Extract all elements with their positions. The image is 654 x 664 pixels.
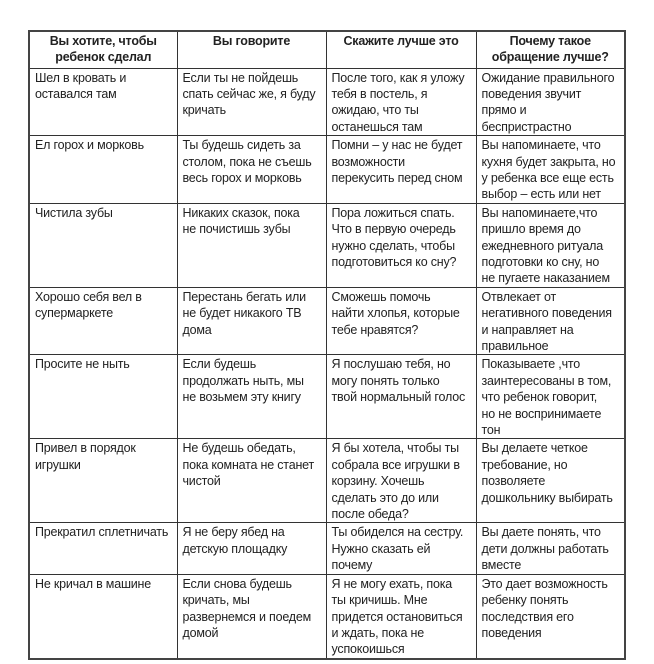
cell-say-better: После того, как я уложу тебя в постель, я ожидаю, что ты останешься там — [326, 68, 476, 136]
cell-say-better: Я послушаю тебя, но могу понять только твой нормальный голос — [326, 355, 476, 439]
cell-want: Шел в кровать и оставался там — [29, 68, 177, 136]
cell-you-say: Я не беру ябед на детскую площадку — [177, 523, 326, 574]
cell-say-better: Сможешь помочь найти хлопья, которые тебе нравятся? — [326, 287, 476, 355]
cell-say-better: Я бы хотела, чтобы ты собрала все игрушки в корзину. Хочешь сделать это до или после обеда? — [326, 439, 476, 523]
table-row — [29, 523, 625, 574]
header-row — [29, 31, 625, 68]
header-you-say: Вы говорите — [177, 31, 326, 68]
cell-want: Не кричал в машине — [29, 574, 177, 659]
cell-why-better: Отвлекает от негативного поведения и направляет на правильное — [476, 287, 625, 355]
table-row — [29, 574, 625, 659]
cell-want: Привел в порядок игрушки — [29, 439, 177, 523]
cell-why-better: Вы делаете четкое требование, но позволяете дошкольнику выбирать — [476, 439, 625, 523]
cell-you-say: Если снова будешь кричать, мы развернемся и поедем домой — [177, 574, 326, 659]
cell-you-say: Перестань бегать или не будет никакого ТВ дома — [177, 287, 326, 355]
cell-why-better: Вы даете понять, что дети должны работать вместе — [476, 523, 625, 574]
cell-why-better: Ожидание правильного поведения звучит прямо и беспристрастно — [476, 68, 625, 136]
table-row — [29, 355, 625, 439]
table-row — [29, 439, 625, 523]
cell-say-better: Я не могу ехать, пока ты кричишь. Мне придется остановиться и ждать, пока не успокоишься — [326, 574, 476, 659]
header-want: Вы хотите, чтобы ребенок сделал — [29, 31, 177, 68]
cell-say-better: Ты обиделся на сестру. Нужно сказать ей почему — [326, 523, 476, 574]
cell-you-say: Никаких сказок, пока не почистишь зубы — [177, 203, 326, 287]
advice-table — [28, 30, 626, 660]
cell-want: Ел горох и морковь — [29, 136, 177, 204]
cell-you-say: Не будешь обедать, пока комната не станет чистой — [177, 439, 326, 523]
cell-you-say: Если будешь продолжать ныть, мы не возьмем эту книгу — [177, 355, 326, 439]
table-row — [29, 287, 625, 355]
cell-say-better: Помни – у нас не будет возможности перекусить перед сном — [326, 136, 476, 204]
cell-want: Чистила зубы — [29, 203, 177, 287]
cell-why-better: Это дает возможность ребенку понять последствия его поведения — [476, 574, 625, 659]
cell-why-better: Вы напоминаете, что кухня будет закрыта, но у ребенка все еще есть выбор – есть или нет — [476, 136, 625, 204]
cell-want: Прекратил сплетничать — [29, 523, 177, 574]
cell-want: Хорошо себя вел в супермаркете — [29, 287, 177, 355]
cell-you-say: Ты будешь сидеть за столом, пока не съешь весь горох и морковь — [177, 136, 326, 204]
table-row — [29, 203, 625, 287]
cell-why-better: Вы напоминаете,что пришло время до ежедневного ритуала подготовки ко сну, но не пугаете наказанием — [476, 203, 625, 287]
table-row — [29, 68, 625, 136]
cell-want: Просите не ныть — [29, 355, 177, 439]
header-say-better: Скажите лучше это — [326, 31, 476, 68]
table-row — [29, 136, 625, 204]
cell-why-better: Показываете ,что заинтересованы в том, что ребенок говорит, но не воспринимаете тон — [476, 355, 625, 439]
cell-say-better: Пора ложиться спать. Что в первую очередь нужно сделать, чтобы подготовиться ко сну? — [326, 203, 476, 287]
cell-you-say: Если ты не пойдешь спать сейчас же, я буду кричать — [177, 68, 326, 136]
header-why-better: Почему такое обращение лучше? — [476, 31, 625, 68]
